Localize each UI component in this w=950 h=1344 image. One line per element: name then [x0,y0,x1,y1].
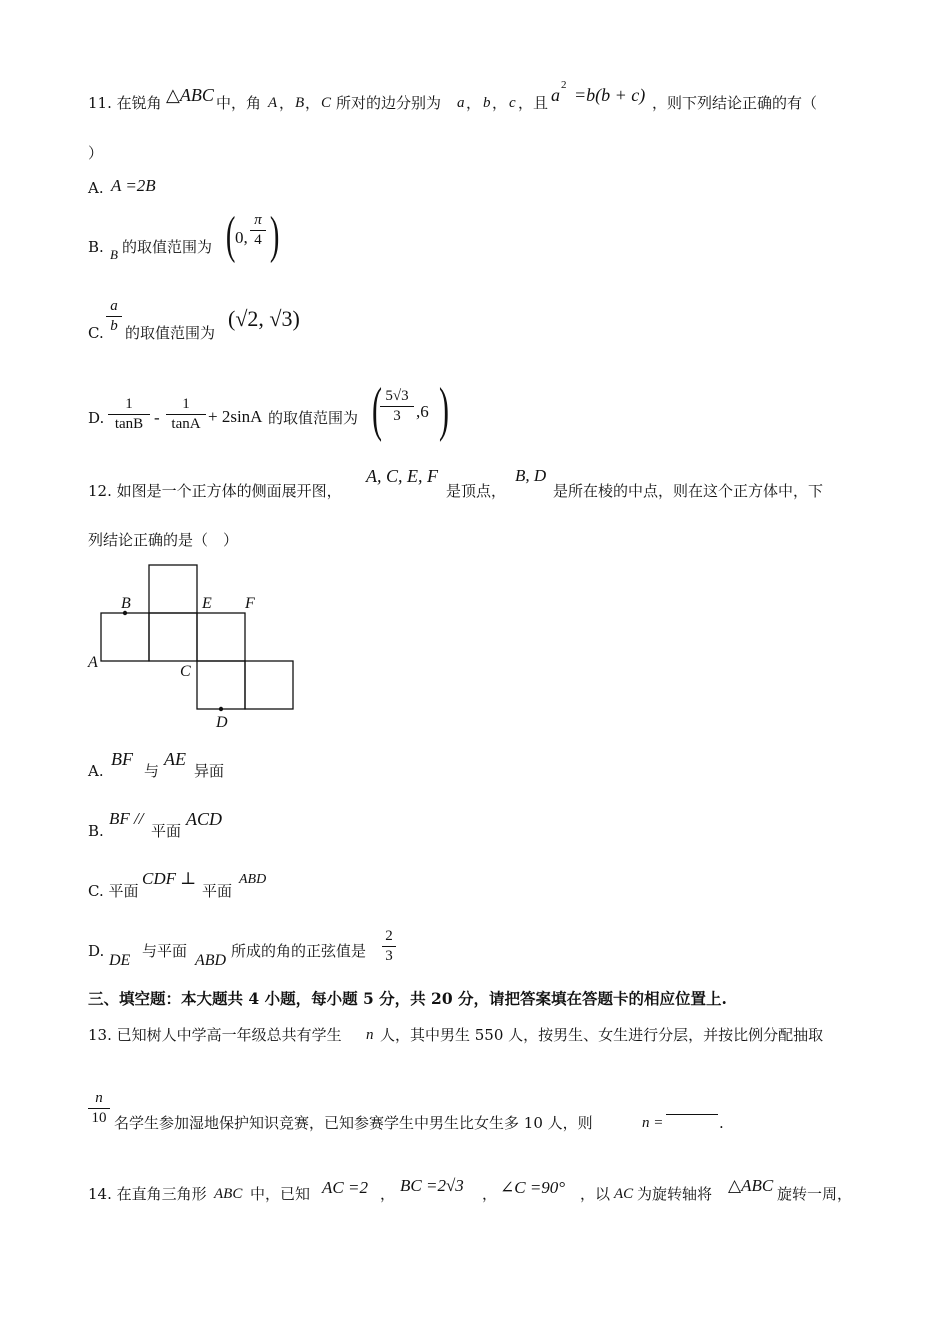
label-E: E [202,595,212,612]
fraction-denominator: tanB [114,416,144,432]
q11-sep: ， [279,94,295,112]
minus-sign: - [154,408,160,427]
q11-sep: ， [466,94,482,112]
option-label: D. [88,942,105,960]
net-square-3 [197,613,245,661]
option-label: A. [88,762,104,780]
two-thirds [382,928,396,965]
label-B: B [121,595,131,612]
q13-line2: 名学生参加湿地保护知识竞赛，已知参赛学生中男生比女生多 10 人，则 [114,1114,593,1132]
q14-angle-c: ∠C =90° [500,1178,566,1197]
q13-end: . [719,1114,724,1132]
q11-var-A: A [268,95,278,111]
fraction-numerator: 1 [125,396,133,412]
option-text: 与 [144,762,160,780]
option-text: 平面 [151,822,182,840]
q14-abc: ABC [214,1186,243,1202]
q12-midpoints: B, D [515,466,547,485]
fraction-numerator: 2 [385,928,393,944]
label-A: A [88,654,98,671]
q14-text-b: 中，已知 [250,1185,311,1203]
fraction-numerator: a [110,298,118,314]
option-text: 的取值范围为 [268,409,359,427]
right-paren: ) [438,376,449,442]
section-heading: 三、填空题：本大题共 4 小题，每小题 5 分，共 20 分，请把答案填在答题卡的相应位置上. [88,989,727,1008]
option-text: 的取值范围为 [122,238,213,256]
q11-stem-5: ，则下列结论正确的有（ [652,94,818,112]
q11-stem-4: ，且 [518,94,549,112]
q14-text-c: ，以 [580,1185,611,1203]
option-label: C. [88,324,104,342]
q14-ac-value: AC =2 [322,1178,368,1197]
cube-net-figure [84,560,304,735]
option-text: 所成的角的正弦值是 [231,942,367,960]
plane-ABD: ABD [239,872,267,887]
q14-comma: ， [482,1185,498,1203]
q11-var-C: C [321,95,332,111]
line-DE: DE [109,952,131,969]
label-D: D [216,714,228,731]
line-BF: BF [111,749,133,769]
fraction-denominator: 3 [385,948,393,964]
one-over-tanA [166,396,206,433]
range-fraction [380,388,414,425]
q13-var-n: n [366,1027,374,1043]
q11-cond-a: a [551,85,560,105]
fraction-numerator: 1 [182,396,190,412]
q11-stem-2: 中，角 [216,94,262,112]
q11-sep: ， [492,94,508,112]
option-label: C. 平面 [88,882,139,900]
a-over-b [106,298,122,335]
q14-comma: ， [380,1185,396,1203]
n-over-10 [88,1090,110,1127]
q11-triangle-abc: △ABC [166,85,214,105]
pi-over-4 [250,212,266,249]
net-square-4 [197,661,245,709]
plane-ACD: ACD [186,809,222,829]
plane-ABD: ABD [195,952,227,969]
option-label: B. [88,238,104,256]
fraction-denominator: 4 [254,232,262,248]
q11-sep: ， [305,94,321,112]
right-paren: ) [269,207,280,264]
q12-stem-1: 12. 如图是一个正方体的侧面展开图， [88,482,342,500]
fraction-numerator: 5√3 [385,388,409,404]
fraction-denominator: tanA [171,416,201,432]
fraction-denominator: b [110,318,118,334]
option-text: 异面 [194,762,225,780]
q11-var-c: c [509,95,516,111]
q11-stem-1: 11. 在锐角 [88,94,162,112]
q11-var-a: a [457,95,465,111]
q13-line1-b: 人，其中男生 550 人，按男生、女生进行分层，并按比例分配抽取 [380,1026,824,1044]
option-label: B. [88,822,104,840]
option-label: D. [88,409,105,427]
q14-text-e: 旋转一周， [777,1185,853,1203]
fraction-numerator: π [254,212,262,228]
range-right: ,6 [416,402,429,421]
option-text: 平面 [202,882,233,900]
q11-cond-exponent: 2 [561,79,567,91]
option-text: 与平面 [142,942,188,960]
q14-text-d: 为旋转轴将 [637,1185,713,1203]
label-F: F [245,595,255,612]
plane-CDF-perp: CDF ⊥ [142,869,197,888]
left-paren: ( [371,376,382,442]
q14-bc-value: BC =2√3 [400,1176,464,1195]
fraction-numerator: n [95,1090,103,1106]
option-var-B: B [110,247,118,262]
q11-var-b: b [483,95,491,111]
midpoint-D-dot [219,707,223,711]
label-C: C [180,663,191,680]
line-BF-parallel: BF // [109,809,144,828]
q14-triangle: △ABC [728,1176,774,1195]
option-text: 的取值范围为 [125,324,216,342]
q12-stem-4: 列结论正确的是（ ） [88,531,239,549]
q12-stem-2: 是顶点， [446,482,507,500]
q14-ac: AC [614,1186,634,1202]
q11-var-B: B [295,95,305,111]
q14-text-a: 14. 在直角三角形 [88,1185,207,1203]
answer-blank[interactable] [666,1114,718,1115]
net-square-1 [101,613,149,661]
net-square-5 [245,661,293,709]
plus-2sinA: + 2sinA [208,407,263,426]
option-label: A. [88,179,104,197]
net-square-top [149,565,197,613]
option-expression: A =2B [111,176,156,195]
left-paren: ( [225,207,236,264]
q11-stem-3: 所对的边分别为 [336,94,442,112]
q13-line1-a: 13. 已知树人中学高一年级总共有学生 [88,1026,342,1044]
q13-n-equals: n = [642,1115,664,1131]
fraction-denominator: 10 [91,1110,107,1126]
q12-stem-3: 是所在棱的中点，则在这个正方体中，下 [553,482,824,500]
net-square-2 [149,613,197,661]
range-left: 0, [235,228,248,247]
range-expression: (√2, √3) [228,306,300,331]
fraction-denominator: 3 [393,408,401,424]
q12-vertices: A, C, E, F [366,466,438,486]
line-AE: AE [164,749,186,769]
q11-cond-rest: =b(b + c) [574,85,646,105]
one-over-tanB [108,396,150,433]
q11-stem-close: ） [88,144,104,162]
